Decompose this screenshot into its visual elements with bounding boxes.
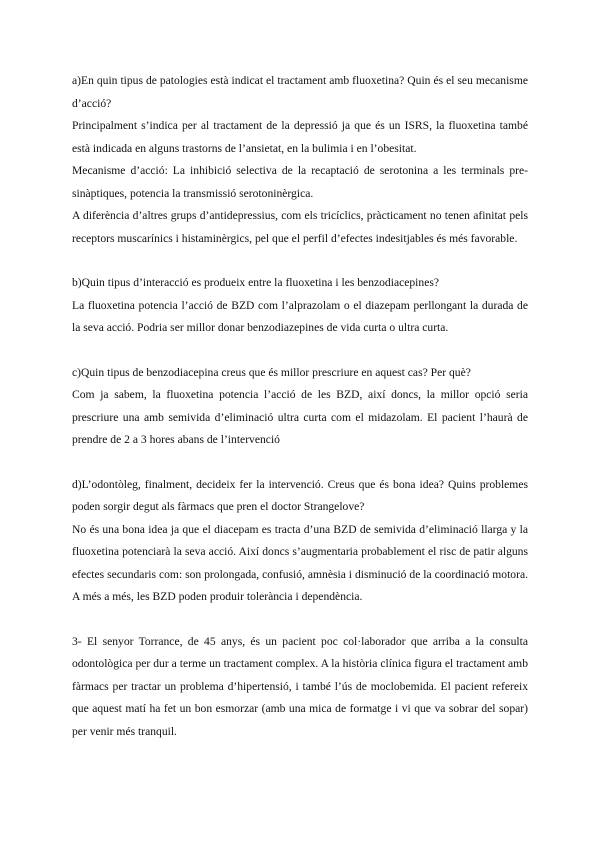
- section-case-3: [72, 631, 528, 744]
- answer-d-text: No és una bona idea ja que el diacepam es tracta d’una BZD de semivida d’eliminació llarga y la fluoxetina potenciarà la seva acció. Així doncs s’augmentaria probablement el risc de patir alguns efectes secundaris com: son prolongada, confusió, amnèsia i disminució de la coordinació motora. A més a més, les BZD poden produir tolerància i dependència.: [72, 522, 528, 603]
- section-spacer: [72, 609, 528, 631]
- section-question-b: [72, 272, 528, 340]
- answer-a-comparison: A diferència d’altres grups d’antidepressius, com els tricíclics, pràcticament no tenen afinitat pels receptors muscarínics i histaminèrgics, pel que el perfil d’efectes indesitjables és més favorable.: [72, 209, 528, 245]
- section-question-a: [72, 70, 528, 250]
- question-b-text: b)Quin tipus d’interacció es produeix entre la fluoxetina i les benzodiacepines?: [72, 276, 440, 289]
- answer-a-indications: Principalment s’indica per al tractament de la depressió ja que és un ISRS, la fluoxetina també està indicada en alguns trastorns de l’ansietat, en la bulimia i en l’obesitat.: [72, 119, 528, 155]
- document-page: [72, 70, 528, 743]
- section-question-c: [72, 362, 528, 452]
- question-c-text: c)Quin tipus de benzodiacepina creus que és millor prescriure en aquest cas? Per què?: [72, 365, 471, 379]
- question-d-text: d)L’odontòleg, finalment, decideix fer la intervenció. Creus que és bona idea? Quins problemes poden sorgir degut als fàrmacs que pren el doctor Strangelove?: [72, 477, 528, 513]
- case-3-text: 3- El senyor Torrance, de 45 anys, és un pacient poc col·laborador que arriba a la consulta odontològica per dur a terme un tractament complex. A la història clínica figura el tractament amb fàrmacs per tractar un problema d’hipertensió, i també l’ús de moclobemida. El pacient refereix que aquest matí ha fet un bon esmorzar (amb una mica de formatge i vi que va sobrar del sopar) per venir més tranquil.: [72, 634, 528, 738]
- answer-a-mechanism: Mecanisme d’acció: La inhibició selectiva de la recaptació de serotonina a les terminals pre-sinàptiques, potencia la transmissió serotoninèrgica.: [72, 164, 528, 200]
- section-question-d: [72, 474, 528, 609]
- section-spacer: [72, 250, 528, 272]
- section-spacer: [72, 340, 528, 362]
- answer-b-text: La fluoxetina potencia l’acció de BZD com l’alprazolam o el diazepam perllongant la durada de la seva acció. Podria ser millor donar benzodiazepines de vida curta o ultra curta.: [72, 298, 528, 334]
- answer-c-text: Com ja sabem, la fluoxetina potencia l’acció de les BZD, així doncs, la millor opció seria prescriure una amb semivida d’eliminació ultra curta com el midazolam. El pacient l’haurà de prendre de 2 a 3 hores abans de l’intervenció: [72, 388, 528, 446]
- question-a-text: a)En quin tipus de patologies està indicat el tractament amb fluoxetina? Quin és el seu mecanisme d’acció?: [72, 74, 528, 110]
- section-spacer: [72, 452, 528, 474]
